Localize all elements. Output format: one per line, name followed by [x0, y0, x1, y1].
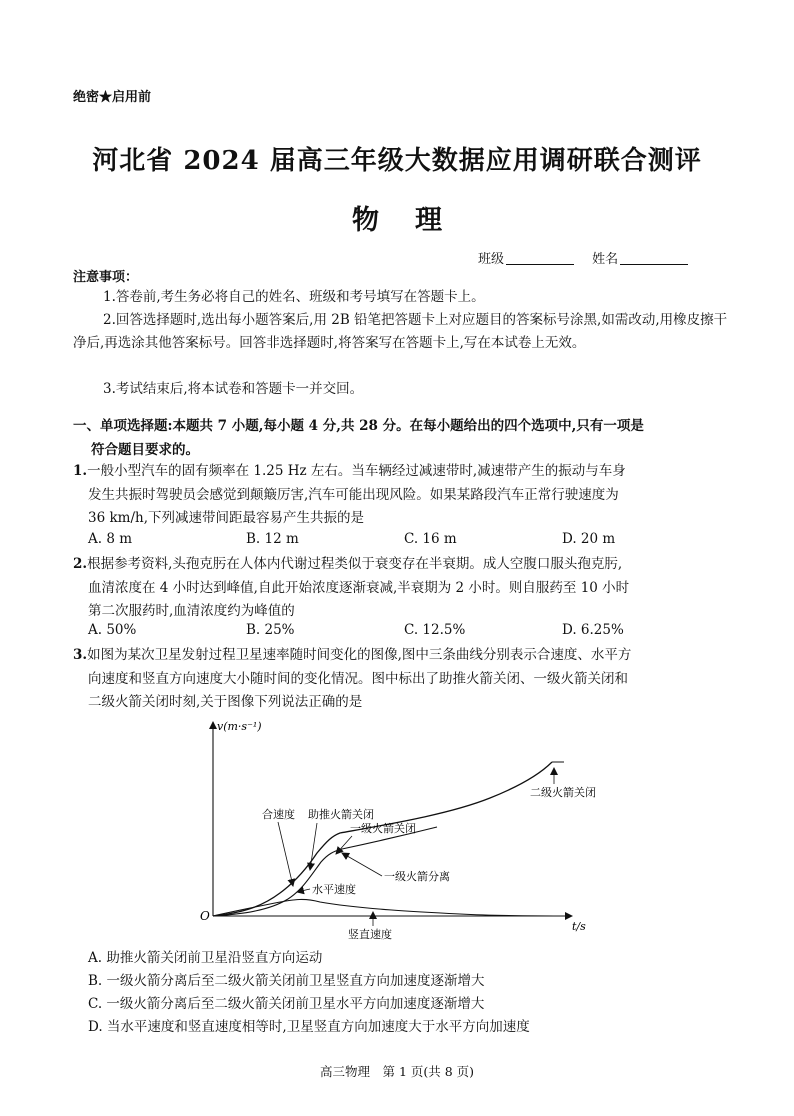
section-1-heading-line1: 一、单项选择题:本题共 7 小题,每小题 4 分,共 28 分。在每小题给出的四个选项中,只有一项是	[73, 418, 644, 434]
velocity-time-figure	[190, 712, 630, 944]
question-2-number: 2.	[73, 556, 88, 572]
q1-option-b[interactable]: B. 12 m	[246, 531, 299, 547]
question-2-options	[88, 622, 733, 638]
q2-option-c[interactable]: C. 12.5%	[404, 622, 466, 638]
question-1-line-3: 36 km/h,下列减速带间距最容易产生共振的是	[88, 510, 364, 526]
label-stage1-sep: 一级火箭分离	[384, 870, 450, 883]
subject-title: 物理	[352, 205, 478, 236]
q3-option-a[interactable]: A. 助推火箭关闭前卫星沿竖直方向运动	[88, 950, 323, 966]
label-stage2-off: 二级火箭关闭	[530, 786, 596, 799]
y-axis-label: v(m·s⁻¹)	[217, 720, 262, 733]
question-1-options	[88, 531, 733, 547]
arrow-total-velocity	[278, 822, 293, 886]
section-1-heading	[73, 414, 733, 462]
page-footer: 高三物理 第 1 页(共 8 页)	[319, 1064, 475, 1079]
arrow-stage1-sep	[342, 853, 382, 876]
question-2-line-2: 血清浓度在 4 小时达到峰值,自此开始浓度逐渐衰减,半衰期为 2 小时。则自服药至 10 小时	[88, 579, 630, 596]
question-2-line-3: 第二次服药时,血清浓度约为峰值的	[88, 603, 295, 619]
label-stage1-off: 一级火箭关闭	[350, 822, 416, 835]
question-2	[73, 553, 733, 624]
origin-label: O	[200, 909, 210, 923]
question-1-number: 1.	[73, 463, 88, 479]
notice-item-1: 1.答卷前,考生务必将自己的姓名、班级和考号填写在答题卡上。	[103, 289, 485, 305]
question-1-line-1: 一般小型汽车的固有频率在 1.25 Hz 左右。当车辆经过减速带时,减速带产生的振动与车身	[87, 463, 626, 479]
label-total-velocity: 合速度	[262, 808, 295, 821]
q3-option-d[interactable]: D. 当水平速度和竖直速度相等时,卫星竖直方向加速度大于水平方向加速度	[88, 1019, 530, 1035]
question-3	[73, 644, 733, 715]
q2-option-b[interactable]: B. 25%	[246, 622, 295, 638]
q1-option-c[interactable]: C. 16 m	[404, 531, 457, 547]
x-axis-label: t/s	[572, 920, 586, 933]
q3-option-b[interactable]: B. 一级火箭分离后至二级火箭关闭前卫星竖直方向加速度逐渐增大	[88, 973, 485, 989]
student-info-fields	[478, 248, 702, 267]
question-3-line-2: 向速度和竖直方向速度大小随时间的变化情况。图中标出了助推火箭关闭、一级火箭关闭和	[88, 670, 628, 687]
name-label: 姓名	[592, 252, 619, 267]
arrow-stage1-off	[336, 836, 352, 854]
q1-option-a[interactable]: A. 8 m	[88, 531, 133, 547]
notice-heading: 注意事项：	[73, 270, 139, 285]
exam-title: 河北省 2024 届高三年级大数据应用调研联合测评	[92, 146, 702, 176]
total-velocity-curve	[213, 762, 552, 916]
q2-option-d[interactable]: D. 6.25%	[562, 622, 624, 638]
label-booster-off: 助推火箭关闭	[308, 808, 374, 821]
class-label: 班级	[478, 252, 505, 267]
label-horizontal-velocity: 水平速度	[312, 883, 356, 896]
question-3-number: 3.	[73, 647, 88, 663]
question-3-line-3: 二级火箭关闭时刻,关于图像下列说法正确的是	[88, 694, 363, 710]
notice-item-3: 3.考试结束后,将本试卷和答题卡一并交回。	[103, 381, 364, 397]
class-blank[interactable]	[506, 252, 574, 265]
question-2-line-1: 根据参考资料,头孢克肟在人体内代谢过程类似于衰变存在半衰期。成人空腹口服头孢克肟,	[87, 556, 623, 572]
q2-option-a[interactable]: A. 50%	[88, 622, 137, 638]
q3-option-c[interactable]: C. 一级火箭分离后至二级火箭关闭前卫星水平方向加速度逐渐增大	[88, 996, 485, 1012]
name-blank[interactable]	[620, 252, 688, 265]
question-1-line-2: 发生共振时驾驶员会感觉到颠簸厉害,汽车可能出现风险。如果某路段汽车正常行驶速度为	[88, 486, 619, 503]
arrow-booster-off	[310, 823, 317, 870]
label-vertical-velocity: 竖直速度	[348, 928, 392, 941]
question-3-line-1: 如图为某次卫星发射过程卫星速率随时间变化的图像,图中三条曲线分别表示合速度、水平方	[87, 647, 632, 663]
question-1	[73, 460, 733, 531]
notice-item-2: 2.回答选择题时,选出每小题答案后,用 2B 铅笔把答题卡上对应题目的答案标号涂黑,如需改动,用橡皮擦干净后,再选涂其他答案标号。回答非选择题时,将答案写在答题卡上,写在本试卷上无效。	[73, 312, 728, 351]
q1-option-d[interactable]: D. 20 m	[562, 531, 616, 547]
section-1-heading-line2: 符合题目要求的。	[91, 442, 199, 458]
confidential-mark: 绝密★启用前	[73, 90, 152, 105]
